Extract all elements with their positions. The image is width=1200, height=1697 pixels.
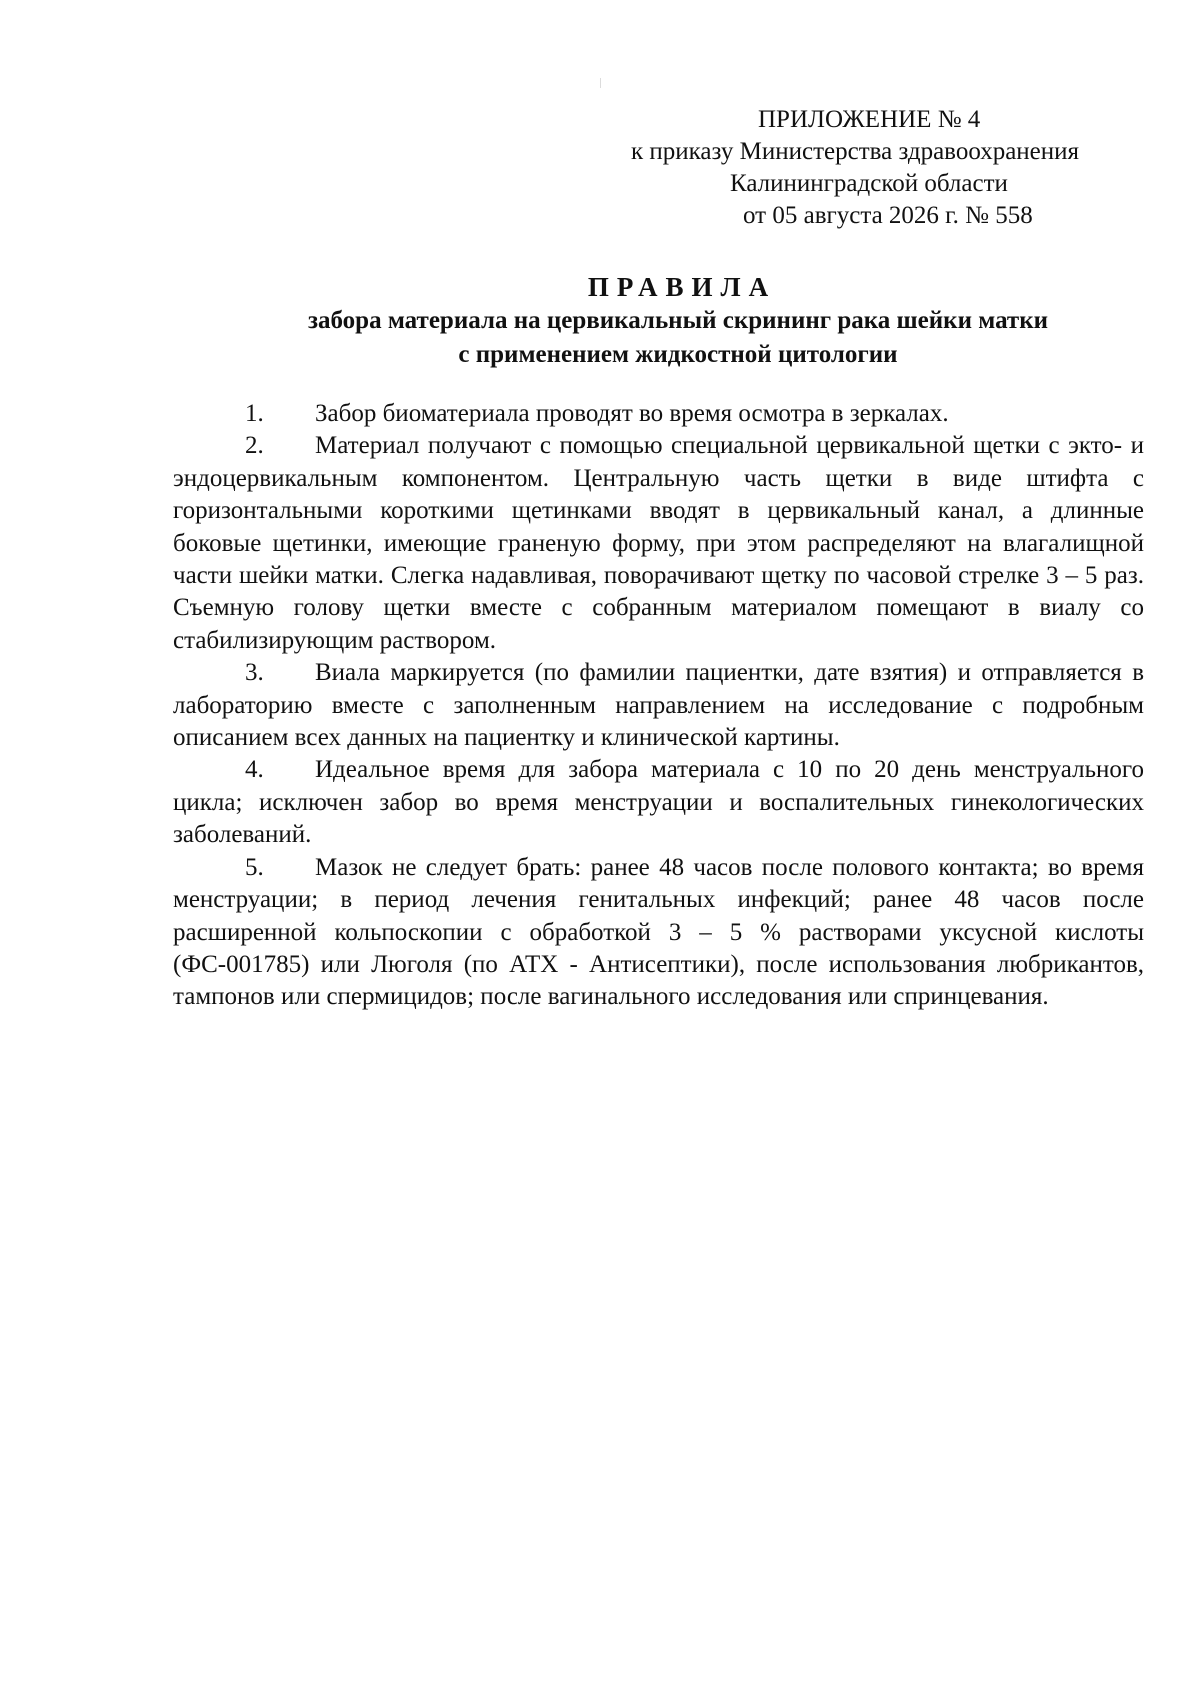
rule-item xyxy=(173,398,1144,430)
rule-number: 1. xyxy=(245,400,264,427)
rule-number: 5. xyxy=(245,853,264,881)
annex-order-ref: к приказу Министерства здравоохранения xyxy=(631,138,1080,165)
annex-number: ПРИЛОЖЕНИЕ № 4 xyxy=(758,106,981,133)
rule-item xyxy=(173,754,1144,851)
annex-date: от 05 августа 2026 г. № 558 xyxy=(743,202,1033,229)
rule-text: Материал получают с помощью специальной цервикальной щетки с экто- и эндоцервикальным компонентом. Центральную часть щетки в виде штифта с горизонтальными короткими щетинками вводят в цервикальный канал, а длинные боковые щетинки, имеющие граненую форму, при этом распределяют на влагалищной части шейки матки. Слегка надавливая, поворачивают щетку по часовой стрелке 3 – 5 раз. Съемную голову щетки вместе с собранным материалом помещают в виалу со стабилизирующим раствором. xyxy=(173,432,1144,654)
rules-list xyxy=(173,398,1144,1014)
title-heading: ПРАВИЛА xyxy=(587,272,777,302)
rule-number: 3. xyxy=(245,659,264,687)
rule-item xyxy=(173,852,1144,1014)
rule-text: Виала маркируется (по фамилии пациентки, дате взятия) и отправляется в лабораторию вместе с заполненным направлением на исследование с подробным описанием всех данных на пациентку и клинической картины. xyxy=(173,659,1144,752)
annex-block xyxy=(560,104,1140,232)
scan-mark xyxy=(600,78,601,88)
annex-region: Калининградской области xyxy=(730,170,1008,197)
title-line-1: забора материала на цервикальный скрининг рака шейки матки xyxy=(307,307,1049,334)
rule-item xyxy=(173,657,1144,754)
document-title xyxy=(175,270,1181,372)
rule-number: 2. xyxy=(245,432,264,460)
rule-text: Забор биоматериала проводят во время осмотра в зеркалах. xyxy=(315,400,949,427)
rule-number: 4. xyxy=(245,756,264,784)
rule-item xyxy=(173,430,1144,657)
rule-text: Мазок не следует брать: ранее 48 часов после полового контакта; во время менструации; в период лечения генитальных инфекций; ранее 48 часов после расширенной кольпоскопии с обработкой 3 – 5 % растворами уксусной кислоты (ФС-001785) или Люголя (по АТХ - Антисептики), после использования любрикантов, тампонов или спермицидов; после вагинального исследования или спринцевания. xyxy=(173,853,1144,1011)
rule-text: Идеальное время для забора материала с 10 по 20 день менструального цикла; исключен забор во время менструации и воспалительных гинекологических заболеваний. xyxy=(173,756,1144,849)
title-line-2: с применением жидкостной цитологии xyxy=(458,341,898,368)
